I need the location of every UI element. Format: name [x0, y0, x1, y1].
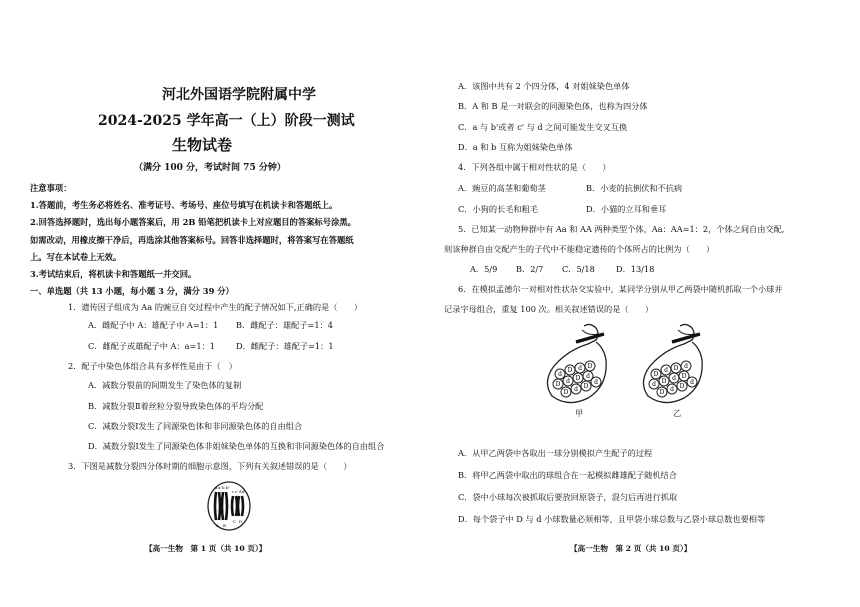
q1-option-c: C．雌配子或雄配子中 A：a=1：1 [88, 341, 216, 351]
fig-label-d: d [239, 489, 242, 494]
svg-text:d: d [574, 386, 578, 393]
q6-option-b: B．将甲乙两袋中取出的球组合在一起模拟雌雄配子随机结合 [458, 470, 677, 480]
q5-stem-line1: 5．已知某一动物种群中有 Aa 和 AA 两种类型个体，Aa：AA=1：2，个体之间自由交配, [458, 224, 785, 234]
svg-text:D: D [555, 381, 561, 388]
q2-option-a: A．减数分裂前的间期发生了染色体的复制 [88, 380, 242, 390]
svg-text:D: D [575, 375, 581, 382]
fig-label-c-prime: c' [235, 489, 239, 494]
svg-text:D: D [587, 363, 593, 370]
q1-option-d: D．雌配子：雄配子=1：1 [236, 341, 334, 351]
q2-option-b: B．减数分裂Ⅱ着丝粒分裂导致染色体的平均分配 [88, 401, 264, 411]
svg-text:D: D [563, 389, 569, 396]
q2-option-c: C．减数分裂Ⅰ发生了同源染色体和非同源染色体的自由组合 [88, 421, 303, 431]
bag-jia-label: 甲 [575, 408, 584, 418]
svg-text:d: d [672, 375, 676, 382]
svg-text:D: D [661, 378, 667, 385]
q4-option-a: A．豌豆的高茎和葡萄茎 [458, 183, 546, 193]
q1-stem: 1．遗传因子组成为 Aa 的豌豆自交过程中产生的配子情况如下,正确的是（ ） [68, 302, 362, 312]
q6-option-a: A．从甲乙两袋中各取出一球分别模拟产生配子的过程 [458, 448, 653, 458]
meiosis-cell-diagram [206, 480, 252, 532]
fig-label-D: D [239, 519, 243, 524]
svg-text:d: d [690, 379, 694, 386]
section-heading: 一、单选题（共 13 小题，每小题 3 分，满分 39 分） [30, 286, 234, 296]
note-item: 如需改动，用橡皮擦干净后，再选涂其他答案标号。回答非选择题时，将答案写在答题纸 [30, 235, 354, 245]
page-footer: 【高一生物 第 2 页（共 10 页）】 [570, 544, 692, 553]
svg-text:d: d [652, 381, 656, 388]
svg-text:D: D [679, 383, 685, 390]
q5-option-a: A．5/9 [470, 264, 498, 274]
fig-label-a-prime: a' [218, 485, 222, 490]
q6-option-d: D．每个袋子中 D 与 d 小球数量必须相等，且甲袋小球总数与乙袋小球总数也要相等 [458, 514, 766, 524]
school-title: 河北外国语学院附属中学 [162, 87, 316, 103]
q5-option-b: B．2/7 [516, 264, 544, 274]
q5-option-c: C．5/18 [562, 264, 595, 274]
svg-text:D: D [567, 367, 573, 374]
q2-stem: 2．配子中染色体组合具有多样性是由于（ ） [68, 361, 237, 371]
bag-jia-illustration [538, 320, 620, 406]
q6-stem-line2: 记录字母组合，重复 100 次。相关叙述错误的是（ ） [444, 304, 654, 314]
q1-option-a: A．雌配子中 A：雄配子中 A=1：1 [88, 320, 219, 330]
subject-title: 生物试卷 [172, 136, 233, 154]
exam-title: 2024-2025 学年高一（上）阶段一测试 [98, 113, 355, 129]
note-item: 3.考试结束后，将机读卡和答题纸一并交回。 [30, 269, 197, 279]
svg-text:D: D [583, 383, 589, 390]
fig-label-b: b [222, 485, 225, 490]
note-item: 2.回答选择题时，选出每小题答案后，用 2B 铅笔把机读卡上对应题目的答案标号涂黑。 [30, 217, 356, 227]
q4-option-c: C．小狗的长毛和粗毛 [458, 204, 538, 214]
q5-stem-line2: 则该种群自由交配产生的子代中不能稳定遗传的个体所占的比例为（ ） [444, 244, 715, 254]
svg-text:D: D [673, 365, 679, 372]
q5-option-d: D．13/18 [616, 264, 655, 274]
exam-info: （满分 100 分，考试时间 75 分钟） [134, 163, 286, 173]
q3-option-b: B．A 和 B 是一对联会的同源染色体，也称为四分体 [458, 101, 648, 111]
q6-option-c: C．袋中小球每次被抓取后要放回原袋子，混匀后再进行抓取 [458, 492, 678, 502]
fig-label-d-prime: d' [242, 489, 246, 494]
fig-label-C: C [233, 519, 237, 524]
q4-option-b: B．小麦的抗倒伏和不抗病 [586, 183, 683, 193]
q4-stem: 4．下列各组中属于相对性状的是（ ） [458, 162, 611, 172]
svg-text:d: d [594, 379, 598, 386]
svg-text:d: d [684, 363, 688, 370]
svg-text:D: D [653, 371, 659, 378]
q2-option-d: D．减数分裂Ⅰ发生了同源染色体非姐妹染色单体的互换和非同源染色体的自由组合 [88, 441, 385, 451]
q1-option-b: B．雌配子：雄配子=1：4 [236, 320, 333, 330]
svg-text:d: d [558, 371, 562, 378]
notes-title: 注意事项： [30, 183, 72, 193]
q3-option-c: C．a 与 b'或者 c' 与 d 之间可能发生交叉互换 [458, 122, 628, 132]
fig-label-B: B [223, 523, 226, 528]
page-footer: 【高一生物 第 1 页（共 10 页）】 [145, 544, 267, 553]
svg-text:d: d [586, 373, 590, 380]
svg-text:d: d [578, 365, 582, 372]
q3-stem: 3．下图是减数分裂四分体时期的细胞示意图，下列有关叙述错误的是（ ） [68, 461, 352, 471]
bag-yi-illustration [634, 320, 716, 406]
svg-text:D: D [659, 389, 665, 396]
fig-label-a: a [215, 485, 218, 490]
svg-text:D: D [681, 373, 687, 380]
svg-text:d: d [566, 378, 570, 385]
fig-label-A: A [216, 523, 219, 528]
fig-label-b-prime: b' [226, 485, 230, 490]
q3-option-d: D．a 和 b 互称为姐妹染色单体 [458, 142, 573, 152]
bag-yi-label: 乙 [673, 408, 682, 418]
svg-text:d: d [664, 367, 668, 374]
svg-text:d: d [670, 386, 674, 393]
note-item: 1.答题前，考生务必将姓名、准考证号、考场号、座位号填写在机读卡和答题纸上。 [30, 200, 338, 210]
q3-option-a: A．该图中共有 2 个四分体，4 对姐妹染色单体 [458, 81, 630, 91]
q6-stem-line1: 6．在模拟孟德尔一对相对性状杂交实验中，某同学分别从甲乙两袋中随机抓取一个小球并 [458, 284, 783, 294]
note-item: 上。写在本试卷上无效。 [30, 252, 122, 262]
fig-label-c: c [232, 489, 235, 494]
q4-option-d: D．小猫的立耳和垂耳 [586, 204, 667, 214]
